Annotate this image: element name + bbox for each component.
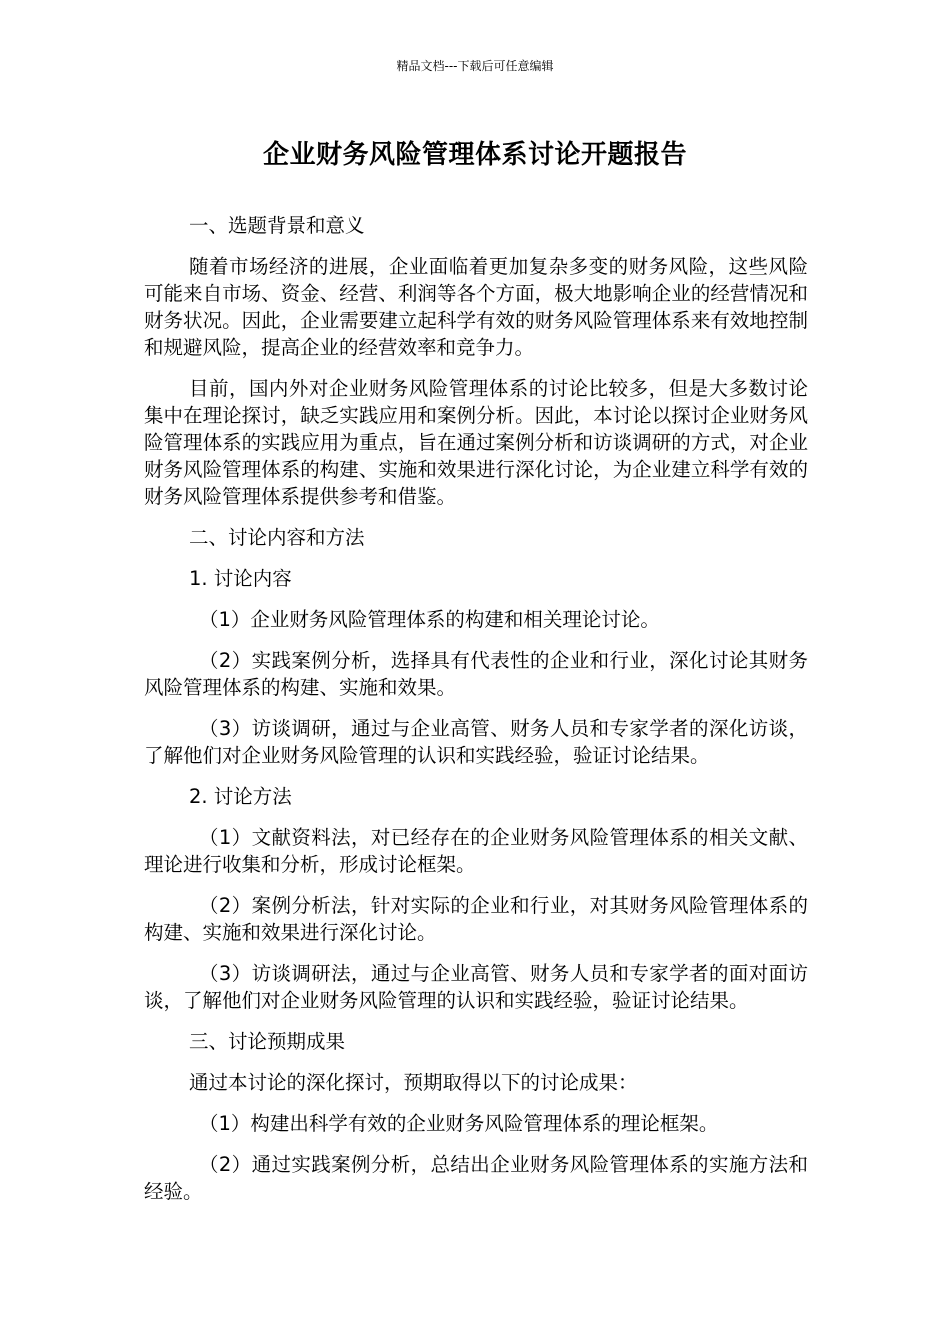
section-heading-1: 一、选题背景和意义 <box>189 214 365 237</box>
list-item: （2）通过实践案例分析，总结出企业财务风险管理体系的实施方法和经验。 <box>144 1153 808 1203</box>
list-item: （1）构建出科学有效的企业财务风险管理体系的理论框架。 <box>199 1112 719 1135</box>
list-item: （2）案例分析法，针对实际的企业和行业，对其财务风险管理体系的构建、实施和效果进行深化讨论。 <box>144 894 808 944</box>
body-paragraph: 通过本讨论的深化探讨，预期取得以下的讨论成果： <box>189 1071 638 1094</box>
body-paragraph: 目前，国内外对企业财务风险管理体系的讨论比较多，但是大多数讨论集中在理论探讨，缺乏实践应用和案例分析。因此，本讨论以探讨企业财务风险管理体系的实践应用为重点，旨在通过案例分析和访谈调研的方式，对企业财务风险管理体系的构建、实施和效果进行深化讨论，为企业建立科学有效的财务风险管理体系提供参考和借鉴。 <box>144 377 808 508</box>
subsection-heading-content: 1. 讨论内容 <box>189 567 292 590</box>
list-item: （3）访谈调研，通过与企业高管、财务人员和专家学者的深化访谈，了解他们对企业财务风险管理的认识和实践经验，验证讨论结果。 <box>144 717 808 767</box>
document-body <box>144 212 808 1219</box>
section-heading-3: 三、讨论预期成果 <box>189 1030 346 1053</box>
body-paragraph: 随着市场经济的进展，企业面临着更加复杂多变的财务风险，这些风险可能来自市场、资金、经营、利润等各个方面，极大地影响企业的经营情况和财务状况。因此，企业需要建立起科学有效的财务风险管理体系来有效地控制和规避风险，提高企业的经营效率和竞争力。 <box>144 255 808 359</box>
subsection-heading-methods: 2. 讨论方法 <box>189 785 292 808</box>
list-item: （1）文献资料法，对已经存在的企业财务风险管理体系的相关文献、理论进行收集和分析，形成讨论框架。 <box>144 826 808 876</box>
list-item: （3）访谈调研法，通过与企业高管、财务人员和专家学者的面对面访谈，了解他们对企业财务风险管理的认识和实践经验，验证讨论结果。 <box>144 962 808 1012</box>
document-title: 企业财务风险管理体系讨论开题报告 <box>262 140 687 170</box>
list-item: （2）实践案例分析，选择具有代表性的企业和行业，深化讨论其财务风险管理体系的构建、实施和效果。 <box>144 649 808 699</box>
section-heading-2: 二、讨论内容和方法 <box>189 526 365 549</box>
page-header-note: 精品文档---下载后可任意编辑 <box>396 59 554 73</box>
list-item: （1）企业财务风险管理体系的构建和相关理论讨论。 <box>199 608 660 631</box>
